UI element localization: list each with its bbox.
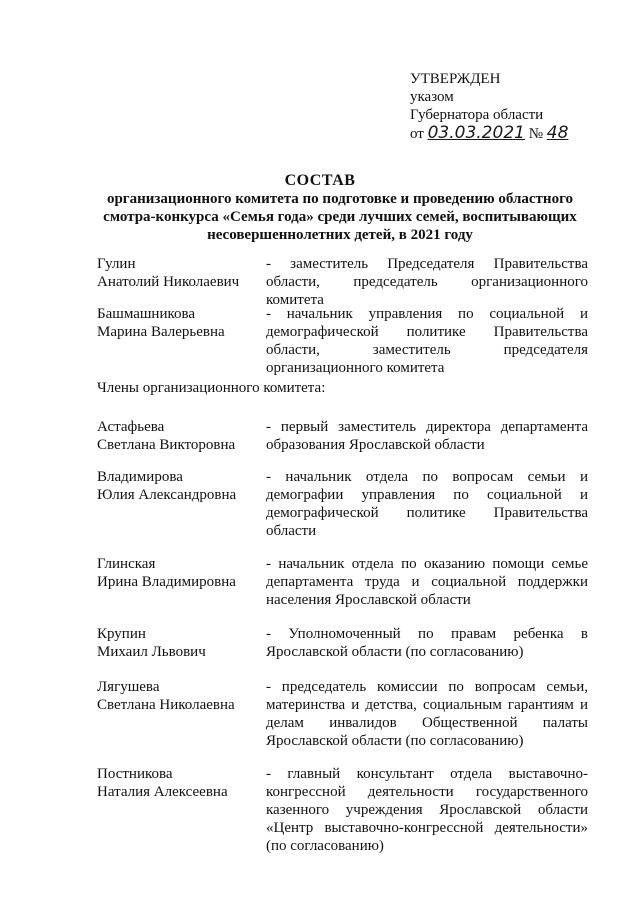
person-name-block xyxy=(97,468,257,504)
person-surname: Глинская xyxy=(97,556,156,572)
document-title: СОСТАВ xyxy=(284,172,356,189)
person-surname: Гулин xyxy=(97,256,136,272)
person-name-block xyxy=(97,765,257,801)
person-role: - первый заместитель директора департамента образования Ярославской области xyxy=(266,419,588,453)
document-subtitle: организационного комитета по подготовке и проведению областного смотра-конкурса «Семья года» среди лучших семей, воспитывающих несовершеннолетних детей, в 2021 году xyxy=(103,191,577,243)
person-role: - начальник отдела по вопросам семьи и демографии управления по социальной и демографической политике Правительства области xyxy=(266,469,588,539)
person-name-block xyxy=(97,678,257,714)
approval-from-prefix: от xyxy=(410,126,424,142)
person-surname: Крупин xyxy=(97,626,146,642)
person-surname: Башмашникова xyxy=(97,306,196,322)
approval-number-prefix: № xyxy=(528,126,544,142)
approval-stamp xyxy=(410,70,568,143)
person-surname: Постникова xyxy=(97,766,173,782)
approval-date: 03.03.2021 xyxy=(427,123,525,143)
person-name-block xyxy=(97,625,257,661)
person-name-block xyxy=(97,255,257,291)
person-role: - председатель комиссии по вопросам семьи, материнства и детства, социальным гарантиям и делам инвалидов Общественной палаты Ярославской области (по согласованию) xyxy=(266,679,588,749)
person-name-block xyxy=(97,555,257,591)
approval-number: 48 xyxy=(546,123,569,143)
person-surname: Лягушева xyxy=(97,679,160,695)
person-given-name: Юлия Александровна xyxy=(97,487,237,503)
person-name-block xyxy=(97,305,257,341)
person-role: - главный консультант отдела выставочно-конгрессной деятельности государственного казенного учреждения Ярославской области «Центр выставочно-конгрессной деятельности» (по согласованию) xyxy=(266,766,588,854)
person-given-name: Михаил Львович xyxy=(97,644,206,660)
person-given-name: Наталия Алексеевна xyxy=(97,784,228,800)
approval-by-decree: указом xyxy=(410,89,454,105)
approval-title: УТВЕРЖДЕН xyxy=(410,71,501,87)
person-given-name: Светлана Николаевна xyxy=(97,697,235,713)
approval-date-line xyxy=(410,124,568,143)
approval-governor: Губернатора области xyxy=(410,107,544,123)
person-given-name: Ирина Владимировна xyxy=(97,574,236,590)
person-given-name: Марина Валерьевна xyxy=(97,324,225,340)
person-role: - начальник управления по социальной и демографической политике Правительства области, заместитель председателя организационного комитета xyxy=(266,306,588,376)
person-role: - заместитель Председателя Правительства области, председатель организационного комитета xyxy=(266,256,588,308)
person-surname: Владимирова xyxy=(97,469,183,485)
person-name-block xyxy=(97,418,257,454)
person-role: - начальник отдела по оказанию помощи семье департамента труда и социальной поддержки населения Ярославской области xyxy=(266,556,588,608)
person-given-name: Светлана Викторовна xyxy=(97,437,236,453)
members-heading: Члены организационного комитета: xyxy=(97,380,326,396)
person-given-name: Анатолий Николаевич xyxy=(97,274,240,290)
person-surname: Астафьева xyxy=(97,419,165,435)
person-role: - Уполномоченный по правам ребенка в Ярославской области (по согласованию) xyxy=(266,626,588,660)
